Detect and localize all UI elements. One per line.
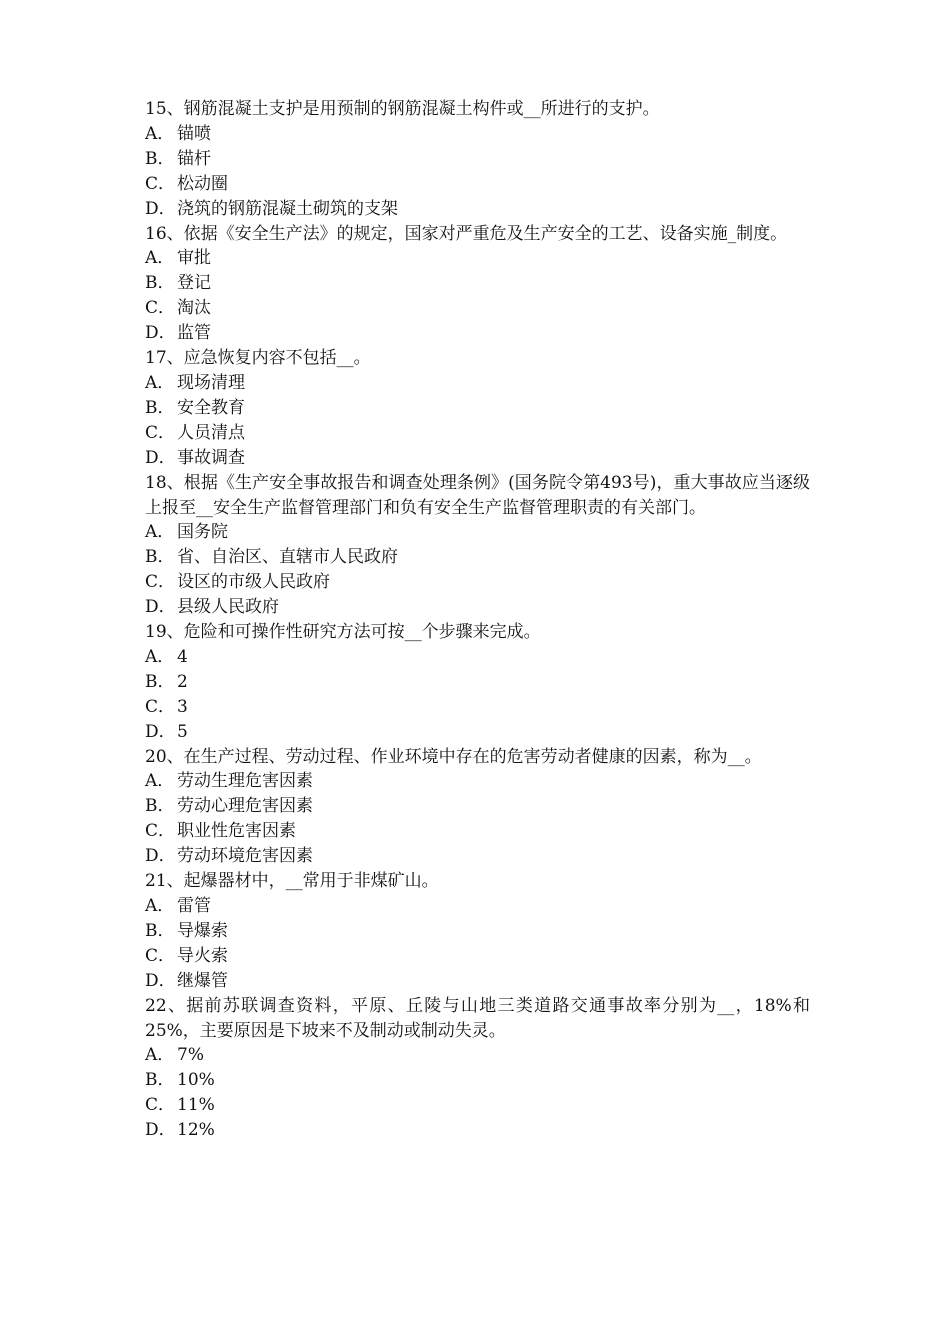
option-c	[145, 1093, 810, 1118]
option-b	[145, 919, 810, 944]
option-text: 劳动生理危害因素	[177, 771, 313, 792]
question-stem: 19、危险和可操作性研究方法可按__个步骤来完成。	[145, 622, 541, 643]
option-b	[145, 147, 810, 172]
question-15	[145, 97, 810, 222]
option-text: 县级人民政府	[177, 597, 279, 618]
option-text: 设区的市级人民政府	[177, 572, 330, 593]
option-letter: A．	[145, 896, 175, 916]
option-d	[145, 720, 810, 745]
option-text: 锚杆	[177, 148, 211, 169]
option-text: 松动圈	[177, 173, 228, 194]
option-letter: C．	[145, 821, 176, 842]
option-a	[145, 371, 810, 396]
option-text: 锚喷	[177, 123, 211, 144]
option-letter: B．	[145, 920, 175, 941]
option-letter: A．	[145, 1045, 175, 1066]
option-text: 继爆管	[177, 970, 228, 991]
option-letter: A．	[145, 248, 175, 269]
option-c	[145, 695, 810, 720]
option-letter: A．	[145, 771, 175, 792]
question-19	[145, 620, 810, 745]
option-c	[145, 296, 810, 321]
option-letter: C．	[145, 298, 176, 319]
option-letter: D．	[145, 970, 176, 991]
option-text: 登记	[177, 273, 211, 294]
option-letter: B．	[145, 1070, 175, 1091]
option-letter: B．	[145, 397, 175, 418]
option-letter: D．	[145, 846, 176, 867]
document-page	[145, 97, 810, 1143]
option-text: 11%	[177, 1095, 215, 1116]
option-a	[145, 894, 810, 919]
option-c	[145, 172, 810, 197]
option-text: 事故调查	[177, 447, 245, 468]
question-21	[145, 869, 810, 994]
option-a	[145, 246, 810, 271]
option-d	[145, 969, 810, 994]
question-18	[145, 471, 810, 620]
option-text: 4	[177, 646, 188, 667]
option-text: 雷管	[177, 896, 211, 916]
option-c	[145, 570, 810, 595]
option-letter: D．	[145, 721, 176, 742]
option-letter: A．	[145, 372, 175, 393]
option-text: 2	[177, 671, 188, 692]
question-stem: 15、钢筋混凝土支护是用预制的钢筋混凝土构件或__所进行的支护。	[145, 99, 660, 119]
option-text: 3	[177, 696, 188, 717]
question-stem: 21、起爆器材中，__常用于非煤矿山。	[145, 871, 439, 892]
option-letter: B．	[145, 671, 175, 692]
question-stem: 20、在生产过程、劳动过程、作业环境中存在的危害劳动者健康的因素，称为__。	[145, 746, 762, 767]
option-b	[145, 1068, 810, 1093]
option-d	[145, 321, 810, 346]
option-letter: A．	[145, 522, 175, 543]
option-d	[145, 1118, 810, 1143]
option-d	[145, 446, 810, 471]
option-letter: D．	[145, 597, 176, 618]
question-stem: 22、据前苏联调查资料，平原、丘陵与山地三类道路交通事故率分别为__，18%和25%，主要原因是下坡来不及制动或制动失灵。	[145, 995, 810, 1041]
question-17	[145, 346, 810, 471]
option-text: 人员清点	[177, 422, 245, 443]
option-text: 导火索	[177, 945, 228, 966]
option-letter: C．	[145, 696, 176, 717]
option-letter: C．	[145, 572, 176, 593]
option-a	[145, 520, 810, 545]
option-text: 省、自治区、直辖市人民政府	[177, 547, 398, 568]
option-d	[145, 844, 810, 869]
option-a	[145, 1043, 810, 1068]
option-b	[145, 670, 810, 695]
option-letter: B．	[145, 148, 175, 169]
option-c	[145, 819, 810, 844]
option-text: 浇筑的钢筋混凝土砌筑的支架	[177, 198, 398, 219]
option-text: 安全教育	[177, 397, 245, 418]
option-letter: D．	[145, 447, 176, 468]
option-text: 职业性危害因素	[177, 821, 296, 842]
question-22	[145, 994, 810, 1143]
option-c	[145, 944, 810, 969]
option-a	[145, 645, 810, 670]
question-20	[145, 745, 810, 870]
option-letter: A．	[145, 646, 175, 667]
option-letter: B．	[145, 547, 175, 568]
option-a	[145, 769, 810, 794]
option-letter: C．	[145, 422, 176, 443]
option-letter: D．	[145, 198, 176, 219]
option-b	[145, 794, 810, 819]
option-c	[145, 421, 810, 446]
option-text: 监管	[177, 323, 211, 344]
option-b	[145, 545, 810, 570]
option-text: 劳动环境危害因素	[177, 846, 313, 867]
option-letter: B．	[145, 273, 175, 294]
question-stem: 18、根据《生产安全事故报告和调查处理条例》(国务院令第493号)，重大事故应当逐级上报至__安全生产监督管理部门和负有安全生产监督管理职责的有关部门。	[145, 472, 810, 518]
option-b	[145, 396, 810, 421]
option-d	[145, 197, 810, 222]
option-letter: D．	[145, 323, 176, 344]
option-text: 7%	[177, 1045, 204, 1066]
option-letter: D．	[145, 1120, 176, 1141]
option-b	[145, 271, 810, 296]
question-16	[145, 222, 810, 347]
option-d	[145, 595, 810, 620]
question-stem: 16、依据《安全生产法》的规定，国家对严重危及生产安全的工艺、设备实施_制度。	[145, 223, 788, 244]
option-a	[145, 122, 810, 147]
option-letter: B．	[145, 796, 175, 817]
option-text: 导爆索	[177, 920, 228, 941]
option-text: 淘汰	[177, 298, 211, 319]
option-letter: A．	[145, 123, 175, 144]
option-text: 现场清理	[177, 372, 245, 393]
option-text: 5	[177, 721, 188, 742]
option-letter: C．	[145, 945, 176, 966]
option-letter: C．	[145, 1095, 176, 1116]
option-text: 审批	[177, 248, 211, 269]
option-text: 10%	[177, 1070, 215, 1091]
option-letter: C．	[145, 173, 176, 194]
option-text: 12%	[177, 1120, 215, 1141]
option-text: 国务院	[177, 522, 228, 543]
question-stem: 17、应急恢复内容不包括__。	[145, 348, 371, 369]
option-text: 劳动心理危害因素	[177, 796, 313, 817]
